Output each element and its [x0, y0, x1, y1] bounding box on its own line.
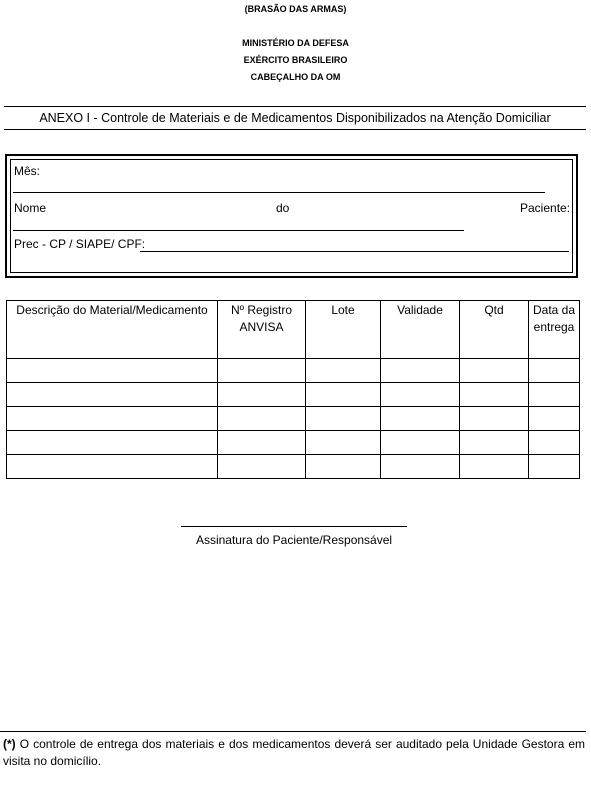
table-row [7, 383, 580, 407]
col-quantity: Qtd [460, 301, 529, 359]
table-cell[interactable] [529, 359, 580, 383]
table-cell[interactable] [381, 383, 460, 407]
col-delivery-date: Data da entrega [529, 301, 580, 359]
footnote-marker: (*) [3, 737, 16, 751]
table-cell[interactable] [306, 431, 381, 455]
table-row [7, 359, 580, 383]
table-cell[interactable] [460, 359, 529, 383]
table-cell[interactable] [306, 359, 381, 383]
month-field-line[interactable] [13, 192, 545, 193]
table-cell[interactable] [529, 407, 580, 431]
table-cell[interactable] [529, 455, 580, 479]
table-cell[interactable] [218, 407, 306, 431]
col-description: Descrição do Material/Medicamento [7, 301, 218, 359]
table-row [7, 407, 580, 431]
table-cell[interactable] [460, 431, 529, 455]
table-cell[interactable] [381, 431, 460, 455]
title-bottom-rule [4, 129, 586, 130]
table-cell[interactable] [218, 383, 306, 407]
coat-of-arms-placeholder: (BRASÃO DAS ARMAS) [244, 4, 347, 14]
army-heading: EXÉRCITO BRASILEIRO [243, 55, 348, 65]
table-cell[interactable] [7, 455, 218, 479]
name-label: Nome [14, 201, 47, 215]
table-cell[interactable] [218, 359, 306, 383]
table-cell[interactable] [7, 407, 218, 431]
patient-label: Paciente: [520, 201, 571, 215]
table-cell[interactable] [460, 455, 529, 479]
ministry-heading: MINISTÉRIO DA DEFESA [242, 38, 349, 48]
table-cell[interactable] [381, 455, 460, 479]
om-header: CABEÇALHO DA OM [250, 72, 341, 82]
table-cell[interactable] [218, 431, 306, 455]
prec-cpf-field-line[interactable] [140, 251, 569, 252]
table-cell[interactable] [460, 383, 529, 407]
month-label: Mês: [14, 164, 41, 178]
footnote-text: O controle de entrega dos materiais e dos medicamentos deverá ser auditado pela Unidade Gestora em visita no domicílio. [3, 737, 585, 768]
table-cell[interactable] [529, 431, 580, 455]
signature-line[interactable] [181, 526, 407, 527]
prec-cpf-label: Prec - CP / SIAPE/ CPF: [14, 237, 146, 251]
name-do-label: do [276, 201, 290, 215]
table-row [7, 431, 580, 455]
table-cell[interactable] [460, 407, 529, 431]
table-cell[interactable] [529, 383, 580, 407]
col-lot: Lote [306, 301, 381, 359]
footnote-rule [0, 731, 586, 732]
table-row [7, 455, 580, 479]
patient-info-inner-frame [10, 159, 573, 273]
table-cell[interactable] [381, 359, 460, 383]
table-cell[interactable] [7, 359, 218, 383]
table-cell[interactable] [306, 383, 381, 407]
table-cell[interactable] [306, 455, 381, 479]
table-header-row [7, 301, 580, 359]
title-top-rule [4, 106, 586, 107]
col-anvisa-registry: Nº Registro ANVISA [218, 301, 306, 359]
col-validity: Validade [381, 301, 460, 359]
annex-title: ANEXO I - Controle de Materiais e de Medicamentos Disponibilizados na Atenção Domiciliar [39, 111, 551, 125]
table-cell[interactable] [381, 407, 460, 431]
footnote [3, 736, 585, 770]
table-cell[interactable] [7, 383, 218, 407]
signature-label: Assinatura do Paciente/Responsável [195, 533, 393, 547]
patient-info-box [5, 154, 578, 278]
name-field-line[interactable] [13, 230, 464, 231]
table-cell[interactable] [7, 431, 218, 455]
table-cell[interactable] [218, 455, 306, 479]
table-cell[interactable] [306, 407, 381, 431]
materials-table [6, 300, 580, 479]
